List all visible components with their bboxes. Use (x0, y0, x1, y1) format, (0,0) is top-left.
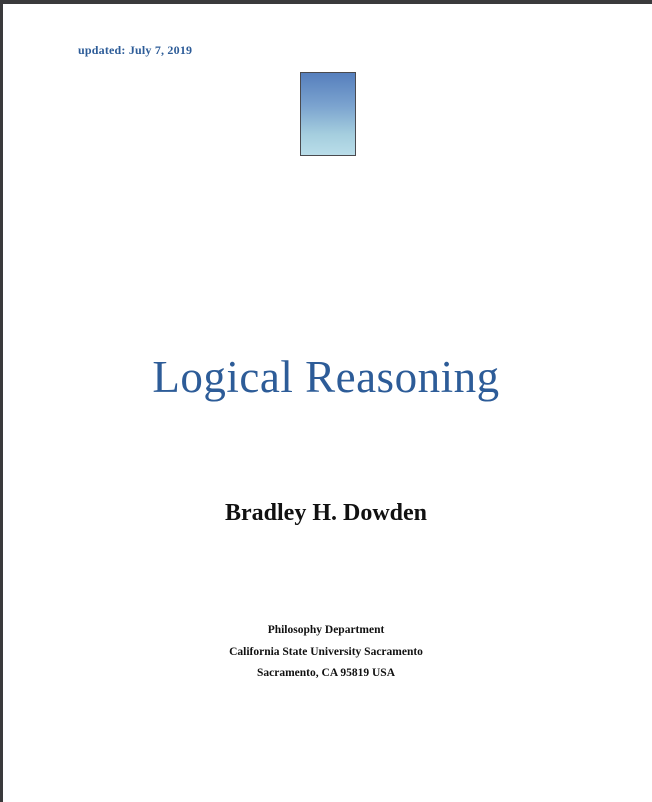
title-row (0, 353, 652, 403)
updated-date-label: updated: July 7, 2019 (78, 43, 193, 57)
author-row (0, 500, 652, 527)
document-title: Logical Reasoning (152, 352, 500, 402)
address-line-city: Sacramento, CA 95819 USA (257, 667, 395, 679)
address-line-university: California State University Sacramento (229, 645, 423, 658)
address-line-department: Philosophy Department (267, 624, 385, 636)
cover-gradient-swatch (300, 72, 356, 156)
author-name: Bradley H. Dowden (224, 500, 427, 526)
address-block (0, 620, 652, 685)
